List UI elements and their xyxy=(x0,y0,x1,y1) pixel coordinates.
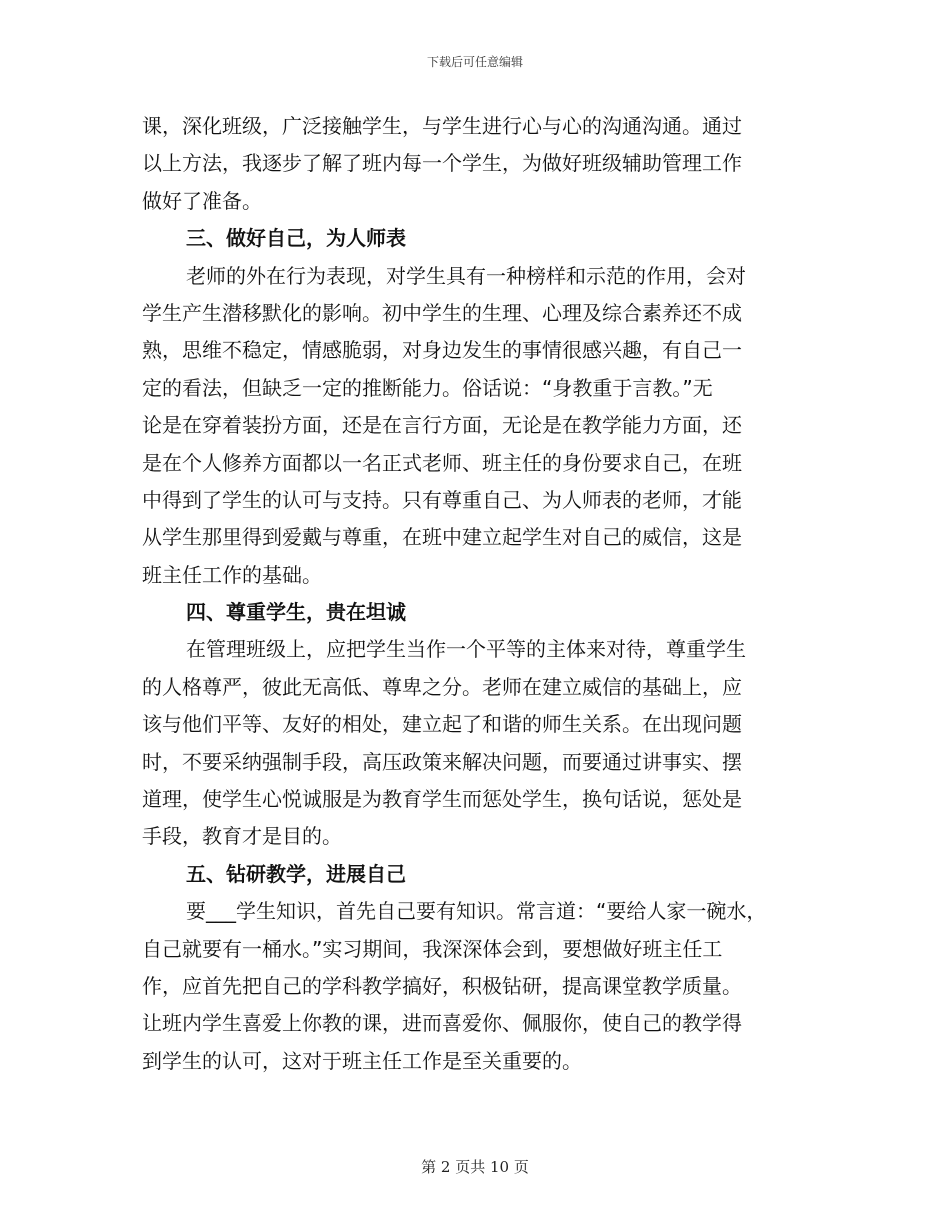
page-footer: 第 2 页共 10 页 xyxy=(421,1158,529,1176)
paragraph-line: 以上方法，我逐步了解了班内每一个学生，为做好班级辅助管理工作 xyxy=(142,151,742,176)
paragraph-line: 从学生那里得到爱戴与尊重，在班中建立起学生对自己的威信，这是 xyxy=(142,525,742,550)
paragraph-line: 论是在穿着装扮方面，还是在言行方面，无论是在教学能力方面，还 xyxy=(142,413,742,438)
paragraph-line: 是在个人修养方面都以一名正式老师、班主任的身份要求自己，在班 xyxy=(142,450,742,475)
paragraph-line: 作，应首先把自己的学科教学搞好，积极钻研，提高课堂教学质量。 xyxy=(142,973,742,998)
paragraph-line: 班主任工作的基础。 xyxy=(142,562,322,587)
paragraph-line: 自己就要有一桶水。”实习期间，我深深体会到，要想做好班主任工 xyxy=(142,936,723,961)
paragraph-line: 到学生的认可，这对于班主任工作是至关重要的。 xyxy=(142,1048,582,1073)
paragraph-line: 该与他们平等、友好的相处，建立起了和谐的师生关系。在出现问题 xyxy=(142,712,742,737)
paragraph-line: 时，不要采纳强制手段，高压政策来解决问题，而要通过讲事实、摆 xyxy=(142,749,742,774)
page-header: 下载后可任意编辑 xyxy=(426,55,523,69)
section-heading-4: 四、尊重学生，贵在坦诚 xyxy=(186,600,406,625)
paragraph-line: 定的看法，但缺乏一定的推断能力。俗话说：“身教重于言教。”无 xyxy=(142,375,713,400)
paragraph-line: 的人格尊严，彼此无高低、尊卑之分。老师在建立威信的基础上，应 xyxy=(142,674,742,699)
paragraph-line: 学生产生潜移默化的影响。初中学生的生理、心理及综合素养还不成 xyxy=(142,300,742,325)
paragraph-line: 要___学生知识，首先自己要有知识。常言道：“要给人家一碗水， xyxy=(186,899,767,924)
paragraph-line: 让班内学生喜爱上你教的课，进而喜爱你、佩服你，使自己的教学得 xyxy=(142,1011,742,1036)
paragraph-line: 熟，思维不稳定，情感脆弱，对身边发生的事情很感兴趣，有自己一 xyxy=(142,338,742,363)
document-body xyxy=(142,108,810,1080)
paragraph-line: 做好了准备。 xyxy=(142,188,262,213)
section-heading-5: 五、钻研教学，进展自己 xyxy=(186,861,406,886)
section-heading-3: 三、做好自己，为人师表 xyxy=(186,226,406,251)
paragraph-line: 中得到了学生的认可与支持。只有尊重自己、为人师表的老师，才能 xyxy=(142,487,742,512)
paragraph-line: 课，深化班级，广泛接触学生，与学生进行心与心的沟通沟通。通过 xyxy=(142,114,742,138)
paragraph-line: 老师的外在行为表现，对学生具有一种榜样和示范的作用，会对 xyxy=(186,263,746,288)
paragraph-line: 道理，使学生心悦诚服是为教育学生而惩处学生，换句话说，惩处是 xyxy=(142,787,742,812)
paragraph-line: 在管理班级上，应把学生当作一个平等的主体来对待，尊重学生 xyxy=(186,637,746,662)
paragraph-line: 手段，教育才是目的。 xyxy=(142,824,342,849)
